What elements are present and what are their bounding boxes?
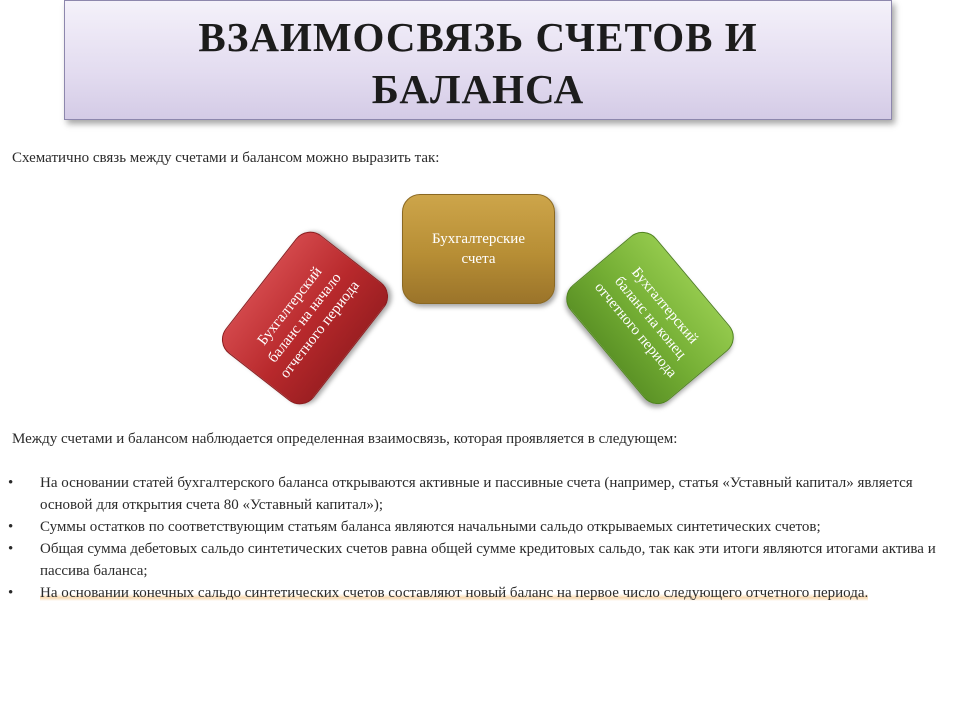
list-item-text: Общая сумма дебетовых сальдо синтетических счетов равна общей сумме кредитовых сальдо, так как эти итоги являются итогами актива и пассива баланса;: [40, 541, 936, 579]
bullet-icon: •: [8, 541, 14, 557]
diagram-label-balance-end: Бухгалтерский баланс на конец отчетного периода: [591, 264, 702, 381]
list-item-text: На основании статей бухгалтерского баланса открываются активные и пассивные счета (например, статья «Уставный капитал» является основой для открытия счета 80 «Уставный капитал»);: [40, 475, 913, 513]
diagram-box-balance-start: [215, 224, 396, 411]
list-item: [8, 582, 958, 604]
diagram-box-balance-end: [559, 225, 741, 412]
lead-text: Между счетами и балансом наблюдается определенная взаимосвязь, которая проявляется в следующем:: [12, 431, 678, 447]
bullet-icon: •: [8, 475, 14, 491]
list-item-text: Суммы остатков по соответствующим статьям баланса являются начальными сальдо открываемых синтетических счетов;: [40, 519, 821, 535]
diagram-label-accounts: Бухгалтерские счета: [431, 231, 525, 267]
diagram-box-accounts: [402, 194, 555, 304]
bullet-icon: •: [8, 519, 14, 535]
intro-text: Схематично связь между счетами и балансом можно выразить так:: [12, 150, 440, 166]
bullet-icon: •: [8, 585, 14, 601]
diagram-label-balance-start: Бухгалтерский баланс на начало отчетного периода: [254, 263, 363, 382]
page-title: ВЗАИМОСВЯЗЬ СЧЕТОВ И БАЛАНСА: [198, 14, 758, 112]
bullet-list: [8, 472, 958, 604]
title-banner: [64, 0, 892, 120]
list-item: [8, 472, 958, 516]
list-item-text: На основании конечных сальдо синтетических счетов составляют новый баланс на первое число следующего отчетного периода.: [40, 585, 869, 601]
list-item: [8, 516, 958, 538]
list-item: [8, 538, 958, 582]
